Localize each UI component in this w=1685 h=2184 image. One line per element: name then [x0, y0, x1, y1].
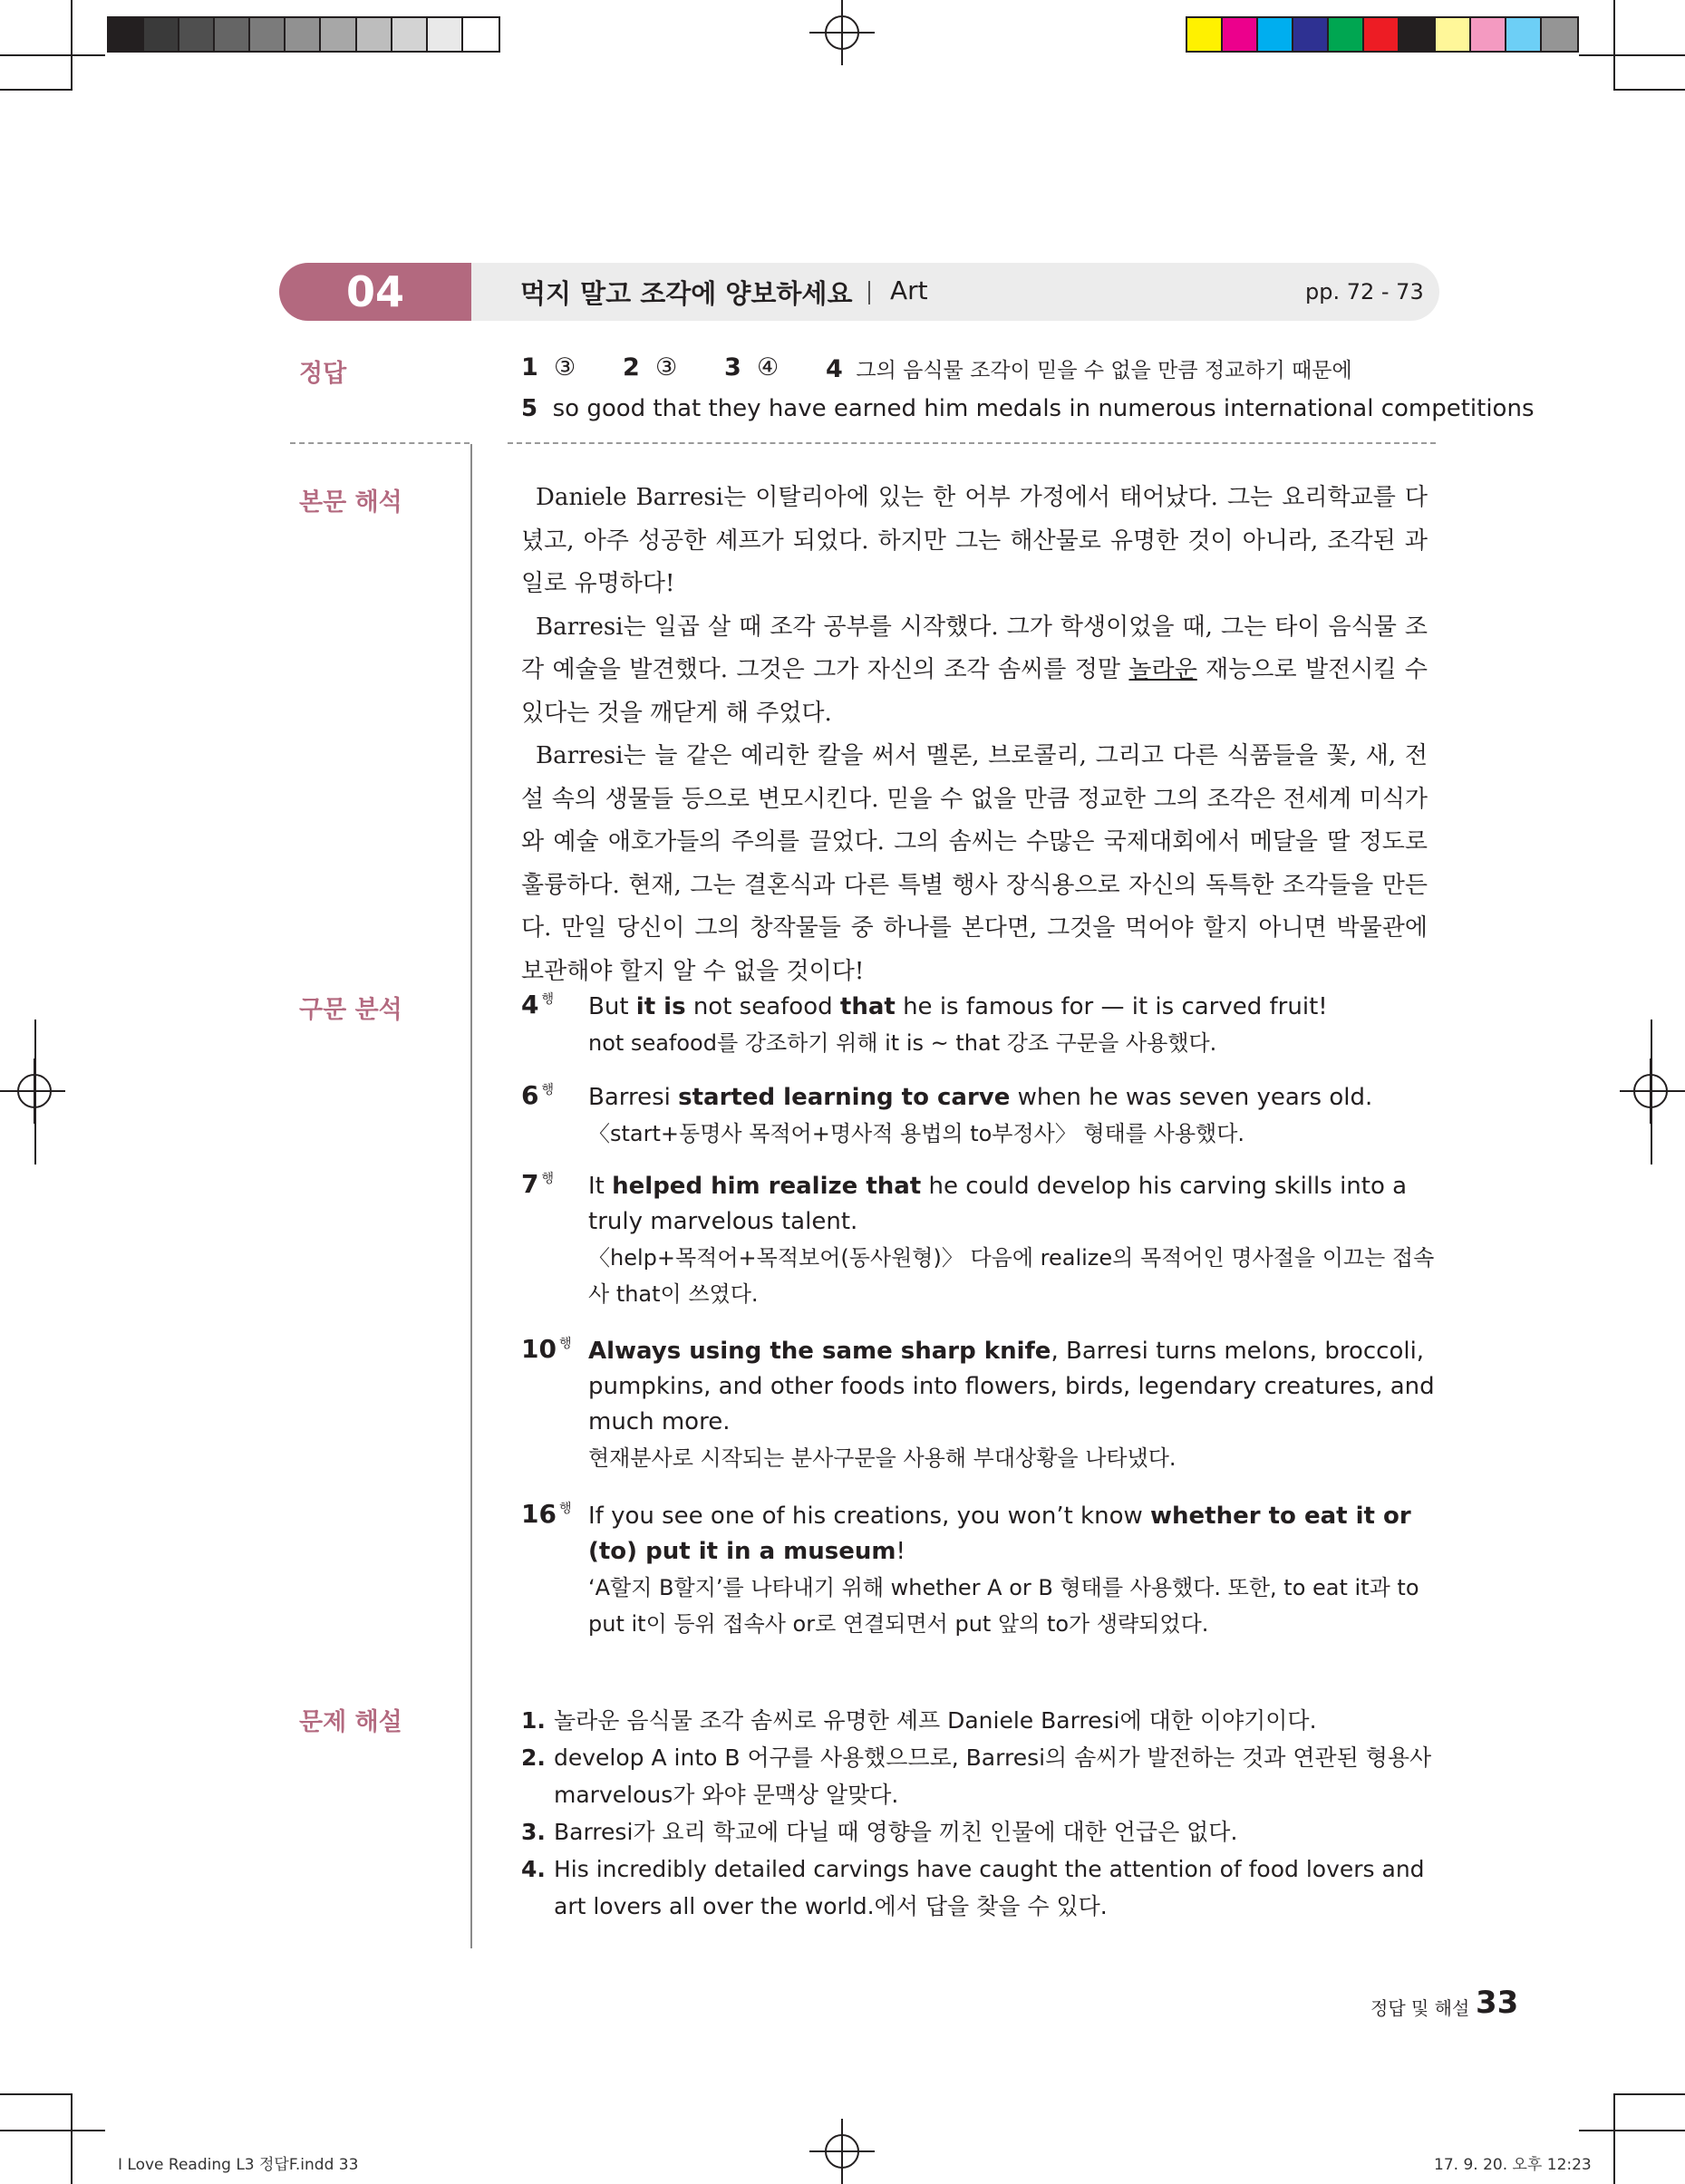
grammar-explanation: 〈start+동명사 목적어+명사적 용법의 to부정사〉 형태를 사용했다. [588, 1121, 1245, 1146]
answer-1-number: 1 [521, 353, 538, 382]
answer-2-value: ③ [654, 353, 678, 382]
sentence-text: he could develop his carving skills into a truly marvelous talent. [588, 1173, 1408, 1235]
line-number: 4 [521, 990, 539, 1020]
process-swatch [1223, 18, 1258, 51]
unit-number-badge: 04 [279, 263, 471, 321]
sentence-text: If you see one of his creations, you won’t know [588, 1503, 1151, 1530]
answer-5 [521, 395, 1534, 422]
process-swatch [1506, 18, 1542, 51]
grayscale-swatch [428, 18, 463, 51]
underlined-word: 놀라운 [1128, 656, 1197, 683]
sentence-text: It [588, 1173, 613, 1200]
translation-paragraph-2 [521, 606, 1428, 736]
answer-4 [826, 353, 1352, 383]
grayscale-swatch [179, 18, 215, 51]
process-color-bar [1186, 16, 1579, 53]
answer-4-number: 4 [826, 355, 843, 383]
answer-3-value: ④ [756, 353, 780, 382]
answer-3-number: 3 [724, 353, 741, 382]
sentence-text: ! [896, 1538, 905, 1565]
grammar-sentence [588, 1080, 1435, 1116]
registration-mark-bottom [809, 2119, 875, 2184]
problem-number: 4. [521, 1856, 546, 1882]
sentence-text: not seafood [685, 993, 840, 1020]
line-suffix: 행 [541, 1172, 555, 1186]
grammar-body [588, 1169, 1435, 1312]
grammar-explanation: 〈help+목적어+목적보어(동사원형)〉 다음에 realize의 목적어인 명사절을 이끄는 접속사 that이 쓰였다. [588, 1245, 1435, 1307]
key-structure: started learning to carve [678, 1084, 1011, 1111]
process-swatch [1471, 18, 1506, 51]
page-number: 33 [1476, 1985, 1519, 2021]
section-label-grammar: 구문 분석 [299, 996, 402, 1024]
divider-left [290, 442, 470, 444]
problem-number: 3. [521, 1819, 546, 1845]
grayscale-swatch [392, 18, 428, 51]
grammar-line-number [521, 1169, 554, 1199]
grammar-sentence [588, 1499, 1435, 1570]
key-structure: that [839, 993, 896, 1020]
answer-4-value: 그의 음식물 조각이 믿을 수 없을 만큼 정교하기 때문에 [856, 359, 1352, 382]
grayscale-swatch [109, 18, 144, 51]
grammar-explanation: 현재분사로 시작되는 분사구문을 사용해 부대상황을 나타냈다. [588, 1445, 1177, 1471]
sentence-text: Barresi [588, 1084, 679, 1111]
registration-mark-top [809, 0, 875, 65]
section-label-problems: 문제 해설 [299, 1708, 402, 1736]
answer-2-number: 2 [623, 353, 640, 382]
grammar-body [588, 1499, 1435, 1642]
key-structure: Always using the same sharp knife [588, 1338, 1051, 1365]
title-separator [868, 281, 870, 304]
grayscale-swatch [357, 18, 392, 51]
answer-2 [623, 353, 677, 382]
column-rule [470, 444, 472, 1948]
process-swatch [1542, 18, 1577, 51]
translation-paragraph-3: Barresi는 늘 같은 예리한 칼을 써서 멜론, 브로콜리, 그리고 다른 식품들을 꽃, 새, 전설 속의 생물들 등으로 변모시킨다. 믿을 수 없을 만큼 정교한 그의 조각은 전세계 미식가와 예술 애호가들의 주의를 끌었다. 그의 솜씨는 수많은 국제대회에서 메달을 딸 정도로 훌륭하다. 현재, 그는 결혼식과 다른 특별 행사 장식용으로 자신의 독특한 조각들을 만든다. 만일 당신이 그의 창작물들 중 하나를 본다면, 그것을 먹어야 할지 아니면 박물관에 보관해야 할지 알 수 없을 것이다! [521, 742, 1428, 985]
answer-5-number: 5 [521, 395, 538, 422]
problem-number: 2. [521, 1744, 546, 1771]
grammar-sentence [588, 990, 1435, 1025]
grammar-explanation: not seafood를 강조하기 위해 it is ~ that 강조 구문을 사용했다. [588, 1030, 1217, 1056]
side-mark-left [34, 1020, 36, 1164]
problem-text: 놀라운 음식물 조각 솜씨로 유명한 셰프 Daniele Barresi에 대한 이야기이다. [554, 1707, 1317, 1734]
process-swatch [1399, 18, 1435, 51]
answer-5-value: so good that they have earned him medals in numerous international competitions [552, 395, 1535, 422]
registration-mark-left [0, 1058, 65, 1124]
line-number: 10 [521, 1334, 557, 1364]
process-swatch [1436, 18, 1471, 51]
problem-text: Barresi가 요리 학교에 다닐 때 영향을 끼친 인물에 대한 언급은 없다. [554, 1819, 1238, 1845]
page-range: pp. 72 - 73 [1305, 279, 1424, 304]
grayscale-swatch [215, 18, 250, 51]
grammar-explanation: ‘A할지 B할지’를 나타내기 위해 whether A or B 형태를 사용했다. 또한, to eat it과 to put it이 등위 접속사 or로 연결되면서 put 앞의 to가 생략되었다. [588, 1575, 1419, 1637]
grayscale-swatch [463, 18, 499, 51]
grayscale-color-bar [107, 16, 500, 53]
grammar-line-number [521, 1334, 572, 1364]
line-suffix: 행 [541, 1083, 555, 1097]
answer-3 [724, 353, 779, 382]
sentence-text: , Barresi turns melons, broccoli, pumpkins, and other foods into flowers, birds, legendary creatures, and much more. [588, 1338, 1435, 1435]
grammar-sentence [588, 1334, 1435, 1440]
problem-number: 1. [521, 1707, 546, 1734]
process-swatch [1293, 18, 1329, 51]
grammar-line-number [521, 990, 554, 1020]
grammar-body [588, 1080, 1435, 1152]
line-number: 16 [521, 1499, 557, 1529]
grammar-line-number [521, 1499, 572, 1529]
section-label-translation: 본문 해석 [299, 488, 402, 517]
problem-text: develop A into B 어구를 사용했으므로, Barresi의 솜씨가 발전하는 것과 연관된 형용사 marvelous가 와야 문맥상 알맞다. [554, 1744, 1432, 1808]
grammar-body [588, 1334, 1435, 1476]
grayscale-swatch [250, 18, 286, 51]
problem-text: His incredibly detailed carvings have caught the attention of food lovers and art lovers all over the world.에서 답을 찾을 수 있다. [554, 1856, 1425, 1919]
process-swatch [1258, 18, 1293, 51]
line-number: 7 [521, 1169, 539, 1199]
sentence-text: when he was seven years old. [1010, 1084, 1373, 1111]
translation-text [521, 477, 1428, 993]
key-structure: it is [635, 993, 686, 1020]
file-slug: I Love Reading L3 정답F.indd 33 [118, 2156, 359, 2174]
answer-1-value: ③ [553, 353, 576, 382]
process-swatch [1329, 18, 1364, 51]
sentence-text: he is famous for — it is carved fruit! [895, 993, 1328, 1020]
section-label-answer: 정답 [299, 360, 347, 388]
line-suffix: 행 [541, 992, 555, 1007]
side-mark-right [1651, 1020, 1652, 1164]
key-structure: whether to eat it or (to) put it in a museum [588, 1503, 1411, 1565]
line-suffix: 행 [558, 1502, 572, 1516]
unit-title: 먹지 말고 조각에 양보하세요 [520, 278, 853, 309]
answer-1 [521, 353, 576, 382]
key-structure: helped him realize that [612, 1173, 922, 1200]
line-suffix: 행 [558, 1337, 572, 1351]
registration-mark-right [1620, 1058, 1685, 1124]
process-swatch [1187, 18, 1223, 51]
translation-p2-text-a: Barresi는 일곱 살 때 조각 공부를 시작했다. 그가 학생이었을 때, 그는 타이 음식물 조각 예술을 발견했다. 그것은 그가 자신의 조각 솜씨를 정말 [521, 613, 1428, 683]
grayscale-swatch [286, 18, 321, 51]
grammar-line-number [521, 1080, 554, 1110]
footer-label: 정답 및 해설 [1370, 1997, 1470, 2019]
unit-subject: Art [890, 275, 928, 305]
date-slug: 17. 9. 20. 오후 12:23 [1434, 2156, 1592, 2174]
grammar-body [588, 990, 1435, 1061]
line-number: 6 [521, 1080, 539, 1110]
grammar-sentence [588, 1169, 1435, 1240]
sentence-text: But [588, 993, 636, 1020]
translation-paragraph-1: Daniele Barresi는 이탈리아에 있는 한 어부 가정에서 태어났다. 그는 요리학교를 다녔고, 아주 성공한 셰프가 되었다. 하지만 그는 해산물로 유명한 것이 아니라, 조각된 과일로 유명하다! [521, 484, 1428, 597]
translation-p2-text-b: 재능으로 발전시킬 수 있다는 것을 깨닫게 해 주었다. [521, 656, 1428, 727]
process-swatch [1364, 18, 1399, 51]
grayscale-swatch [321, 18, 356, 51]
grayscale-swatch [144, 18, 179, 51]
divider-right [508, 442, 1436, 444]
